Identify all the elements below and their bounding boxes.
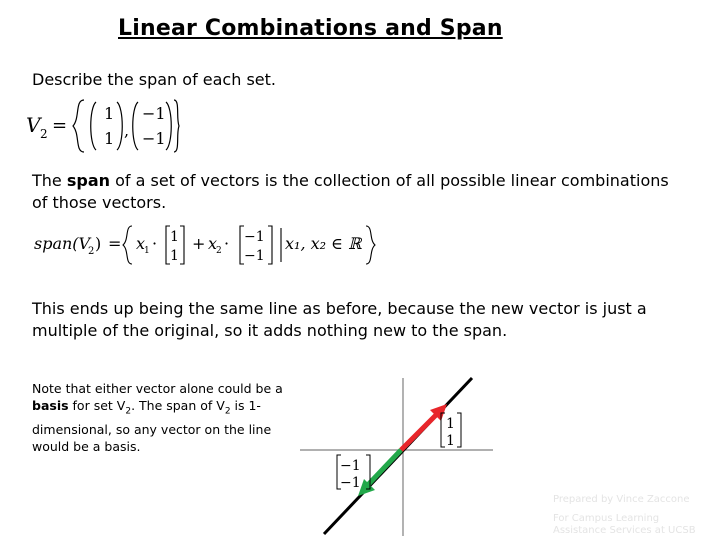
formula-x1-sub: 1 bbox=[144, 246, 150, 256]
graph-pos-bottom: 1 bbox=[446, 433, 455, 449]
set-vector1-top: 1 bbox=[104, 104, 115, 123]
note-part1: Note that either vector alone could be a bbox=[32, 381, 283, 396]
set-subscript: 2 bbox=[40, 127, 48, 141]
equals-sign: = bbox=[52, 115, 68, 136]
note-part3: . The span of V bbox=[131, 398, 225, 413]
formula-vector2-top: −1 bbox=[244, 229, 265, 245]
formula-close-paren: ) bbox=[95, 234, 102, 253]
definition-term: span bbox=[66, 171, 111, 190]
credit-line3: Assistance Services at UCSB bbox=[553, 525, 696, 536]
explanation-text: This ends up being the same line as before, because the new vector is just a multiple of the original, so it adds nothing new to the span. bbox=[32, 299, 647, 340]
note-term: basis bbox=[32, 398, 69, 413]
formula-condition: x₁, x₂ ∈ ℝ bbox=[285, 234, 362, 253]
span-formula bbox=[32, 222, 382, 268]
definition-after: of a set of vectors is the collection of all possible linear combinations of those vectors. bbox=[32, 171, 669, 212]
basis-note bbox=[32, 380, 302, 455]
set-vector2-bottom: −1 bbox=[142, 129, 166, 148]
note-sub1: 2 bbox=[125, 406, 132, 417]
graph-pos-top: 1 bbox=[446, 416, 455, 432]
span-graph bbox=[298, 376, 500, 540]
formula-x1: x bbox=[136, 234, 146, 253]
set-vector1-bottom: 1 bbox=[104, 129, 115, 148]
formula-vector1-bottom: 1 bbox=[170, 248, 179, 264]
bracket-icon bbox=[166, 102, 171, 150]
formula-span-label: span(V bbox=[34, 234, 91, 253]
note-part2: for set V bbox=[68, 398, 126, 413]
set-comma: , bbox=[124, 121, 130, 140]
note-sub2: 2 bbox=[224, 406, 231, 417]
left-brace-icon bbox=[123, 226, 132, 264]
formula-vector1-top: 1 bbox=[170, 229, 179, 245]
set-name: V bbox=[26, 113, 41, 137]
bracket-icon bbox=[117, 102, 122, 150]
right-brace-icon bbox=[174, 100, 179, 152]
left-brace-icon bbox=[73, 100, 84, 152]
formula-dot: · bbox=[152, 234, 158, 253]
set-definition bbox=[20, 96, 180, 156]
formula-equals: = bbox=[108, 234, 122, 253]
bracket-icon bbox=[268, 226, 272, 264]
formula-x2-sub: 2 bbox=[216, 246, 222, 256]
note-part4: is 1-dimensional, so any vector on the line would be a basis. bbox=[32, 398, 272, 454]
credit-line1: Prepared by Vince Zaccone bbox=[553, 494, 690, 505]
credit-line2: For Campus Learning bbox=[553, 513, 660, 524]
formula-vector2-bottom: −1 bbox=[244, 248, 265, 264]
formula-dot: · bbox=[224, 234, 230, 253]
formula-x2: x bbox=[208, 234, 218, 253]
page-title: Linear Combinations and Span bbox=[118, 16, 503, 41]
graph-neg-bottom: −1 bbox=[340, 475, 361, 491]
bracket-icon bbox=[133, 102, 138, 150]
formula-plus: + bbox=[192, 234, 206, 253]
definition-before: The bbox=[32, 171, 67, 190]
set-vector2-top: −1 bbox=[142, 104, 166, 123]
bracket-icon bbox=[457, 413, 461, 447]
span-definition bbox=[32, 170, 672, 214]
right-brace-icon bbox=[366, 226, 375, 264]
bracket-icon bbox=[180, 226, 184, 264]
formula-subscript: 2 bbox=[88, 246, 95, 257]
instruction-text: Describe the span of each set. bbox=[32, 70, 276, 89]
bracket-icon bbox=[91, 102, 96, 150]
graph-neg-top: −1 bbox=[340, 458, 361, 474]
